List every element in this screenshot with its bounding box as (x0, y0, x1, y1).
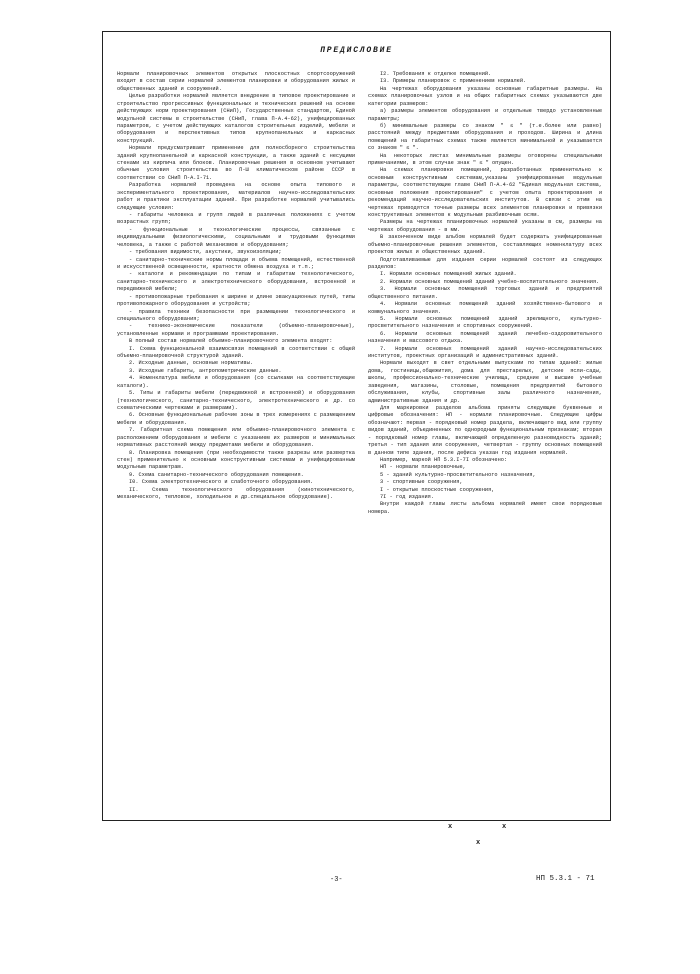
list-item: I. Нормали основных помещений жилых зданий. (380, 271, 517, 278)
list-item: 7. Нормали основных помещений зданий научно-исследовательских институтов, проектных организаций и административных зданий. (368, 345, 602, 360)
list-item: I3. Примеры планировок с применением нормалей. (380, 78, 527, 85)
paragraph: Внутри каждой главы листы альбома нормалей имеют свои порядковые номера. (368, 501, 602, 515)
mark: x (476, 839, 481, 847)
mark: x (502, 823, 507, 831)
paragraph: Нормали предусматривают применение для полносборного строительства зданий крупнопанельной и каркасной конструкции, а также зданий с несущими стенами из кирпича или блоков. Планировочные решения в основном учитывают обычные условия строительства во П-Ш климатическом районе СССР в соответствии со СНиП П-А.I-71. (117, 145, 355, 181)
list-item: 4. Номенклатура мебели и оборудования (со ссылками на соответствующие каталоги). (117, 375, 355, 389)
list-item: а) размеры элементов оборудования и отдельные твердо установленные параметры; (368, 108, 602, 122)
paragraph: Размеры на чертежах планировочных нормалей указаны в см, размеры на чертежах оборудования - в мм. (368, 219, 602, 233)
paragraph: На схемах планировки помещений, разработанных применительно к основным конструктивным системам,указаны унифицированные модульные параметры, соответствующие главе СНиП П-А.4-62 "Единая модульная система, основные положения проектирования" с учетом опыта проектирования и рекомендаций научно-исследовательских институтов. В связи с этим на чертежах приводятся точные размеры всех элементов планировки и привязки конструктивных элементов к модульным разбивочным осям. (368, 167, 602, 219)
list-item: II. Схема технологического оборудования (кинотехнического, механического, тепловое, холодильное и др.специальное оборудование). (117, 486, 355, 501)
list-item: - правила техники безопасности при размещении технологического и специального оборудования; (117, 308, 355, 322)
list-item: 5. Типы и габариты мебели (передвижной и встроенной) и оборудования (технологического, санитарно-технического, электротехнического и др. со схематическими чертежами и размерами). (117, 390, 355, 411)
list-item: - функциональные и технологические процессы, связанные с индивидуальными физиологическими, социальными и трудовыми функциями человека, а также с работой механизмов и оборудования; (117, 226, 355, 248)
list-item: 2. Исходные данные, основные нормативы. (129, 360, 253, 367)
list-item: 7I - год издания. (380, 494, 435, 501)
list-item: 7. Габаритная схема помещения или объемно-планировочного элемента с расположением оборудования и мебели с указанием их размеров и минимальных нормативных расстояний между предметами мебели и оборудования. (117, 427, 355, 449)
list-item: I0. Схема электротехнического и слаботочного оборудования. (129, 479, 314, 486)
left-column (117, 71, 355, 501)
paragraph: На чертежах оборудования указаны основные габаритные размеры. На схемах планировочных узлов и на общих габаритных схемах указываются две категории размеров: (368, 85, 602, 107)
mark: x (448, 823, 453, 831)
list-item: 8. Планировка помещения (при необходимости также разрезы или развертка стен) применительно к основным конструктивным системам и унифицированным модульным параметрам. (117, 449, 355, 471)
paragraph: На некоторых листах минимальные размеры оговорены специальными примечаниями, в этом случае знак " ≤ " опущен. (368, 152, 602, 167)
paragraph: Для маркировки разделов альбома приняты следующие буквенные и цифровые обозначения: НП - нормали планировочные. Следующие цифры обозначают: первая - порядковый номер раздела, включающего вид или группу видов зданий, объединенных по однородным функциональным признакам; вторая - порядковый номер главы, включающей определенную разновидность зданий; третья - тип здания или сооружения, четвертая - группу основных помещений в данном типе здания, после дефиса указан год издания нормалей. (368, 404, 602, 456)
list-item: 6. Нормали основных помещений зданий лечебно-оздоровительного назначения и массового отдыха. (368, 330, 602, 345)
paragraph: Нормали выходят в свет отдельными выпусками по типам зданий: жилые дома, гостиницы,общежития, дома для престарелых, детские ясли-сады, школы, профессионально-технические училища, средние и высшие учебные заведения, магазины, столовые, помещения предприятий бытового обслуживания, клубы, спортивные залы различного назначения, административные здания и др. (368, 360, 602, 404)
list-item: - габариты человека и групп людей в различных положениях с учетом возрастных групп; (117, 212, 355, 226)
list-item: 9. Схема санитарно-технического оборудования помещения. (129, 471, 304, 478)
paragraph: В полный состав нормалей объемно-планировочного элемента входят: (129, 338, 333, 345)
list-item: 5. Нормали основных помещений зданий зрелищного, культурно-просветительного назначения и спортивных сооружений. (368, 315, 602, 330)
list-item: 4. Нормали основных помещений зданий хозяйственно-бытового и коммунального значения. (368, 301, 602, 315)
paragraph: В законченном виде альбом нормалей будет содержать унифицированные объемно-планировочные решения элементов, составляющих номенклатуру всех проектов жилых и общественных зданий. (368, 234, 602, 256)
paragraph: Например, маркой НП 5.3.I-7I обозначено: (380, 456, 508, 463)
list-item: - требования видимости, акустики, звукоизоляции; (129, 249, 282, 256)
list-item: - противопожарные требования к ширине и длине эвакуационных путей, типы противопожарного оборудования и устройств; (117, 293, 355, 308)
paragraph: Нормали планировочных элементов открытых плоскостных спортсооружений входит в состав серии нормалей элементов планировки и оборудования жилых и общественных зданий и сооружений. (117, 71, 355, 92)
list-item: 2. Нормали основных помещений зданий учебно-воспитательного значения. (380, 278, 600, 285)
right-column (368, 71, 602, 516)
list-item: - каталоги и рекомендации по типам и габаритам технологического, санитарно-технического и электротехнического оборудования, встроенной и передвижной мебели; (117, 271, 355, 293)
list-item: I. Схема функциональной взаимосвязи помещений в соответствии с общей объемно-планировочной структурой зданий. (117, 345, 355, 360)
paragraph: Разработка нормалей проведена на основе опыта типового и экспериментального проектирования, материалов научно-исследовательских работ и практики эксплуатации зданий. При разработке нормалей учитывались следующие условия: (117, 182, 355, 211)
closing-marks (440, 823, 530, 849)
page-title: ПРЕДИСЛОВИЕ (320, 46, 393, 55)
document-code: НП 5.3.1 - 71 (536, 875, 595, 883)
list-item: б) минимальные размеры со знаком " ≤ " (т.е.более или равно) расстояний между предметами оборудования и проходов. Ширина и длина помещений на габаритных схемах также является минимальной и указывается со знаком " ≤ ". (368, 122, 602, 152)
list-item: 6. Основные функциональные рабочие зоны в трех измерениях с размещением мебели и оборудования. (117, 412, 355, 426)
list-item: НП - нормали планировочные, (380, 464, 466, 471)
list-item: 3. Исходные габариты, антропометрические данные. (129, 367, 282, 374)
paragraph: Целью разработки нормалей является внедрение в типовое проектирование и строительство прогрессивных функциональных и технических решений на основе действующих норм проектирования (СНиП), Государственных стандартов, Единой модульной системы в строительстве (СНиП, глава П-А.4-62), унифицированных параметров, с учетом действующих каталогов строительных изделий, мебели и оборудования и перспективных типов крупнопанельных и каркасных конструкций. (117, 93, 355, 144)
paragraph: Подготавливаемые для издания серии нормалей состоят из следующих разделов: (368, 256, 602, 270)
list-item: - технико-экономические показатели (объемно-планировочные), установленные нормами и программами проектирования. (117, 323, 355, 337)
list-item: I - открытые плоскостные сооружения, (380, 486, 495, 493)
list-item: - санитарно-технические нормы площади и объема помещений, естественной и искусственной освещенности, кратности обмена воздуха и т.п.; (117, 256, 355, 270)
list-item: 5 - зданий культурно-просветительного назначения, (380, 471, 536, 478)
page-number: -3- (330, 876, 343, 884)
list-item: 3 - спортивные сооружения, (380, 479, 463, 486)
list-item: I2. Требования к отделке помещений. (380, 71, 492, 77)
list-item: 3. Нормали основных помещений торговых зданий и предприятий общественного питания. (368, 286, 602, 300)
